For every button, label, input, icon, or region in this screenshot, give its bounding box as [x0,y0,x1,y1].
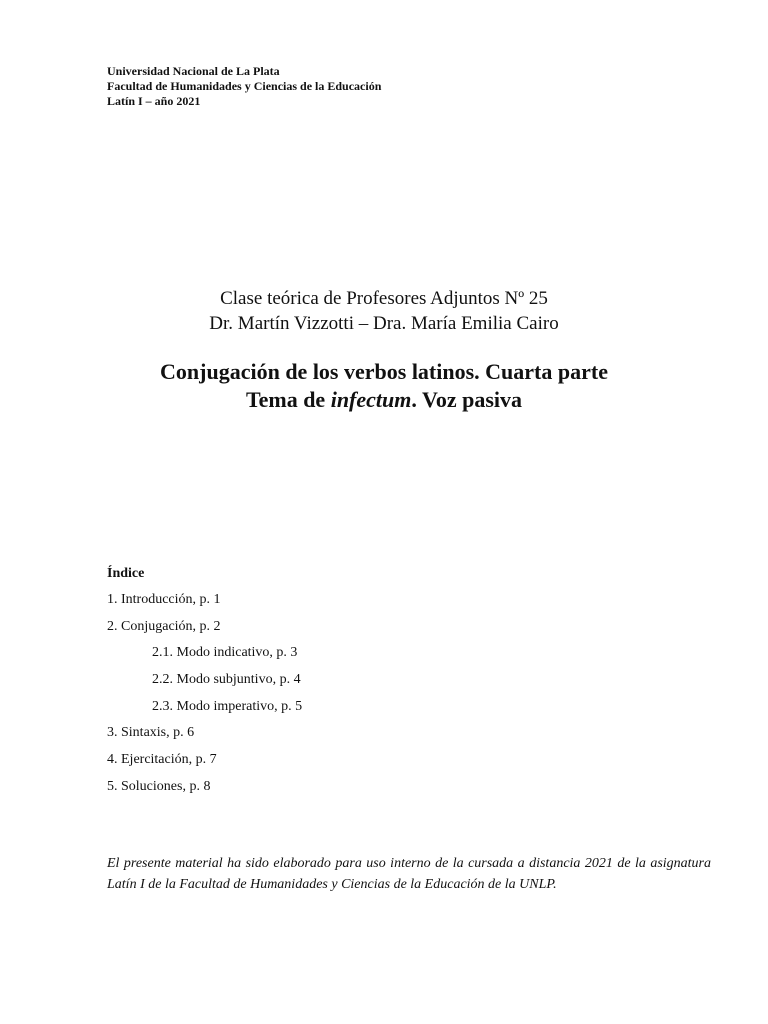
title-line-1: Conjugación de los verbos latinos. Cuarta parte [160,359,608,384]
authors: Dr. Martín Vizzotti – Dra. María Emilia Cairo [209,313,559,334]
university-name: Universidad Nacional de La Plata [107,64,280,78]
class-info [0,286,768,336]
toc-item: 2. Conjugación, p. 2 [107,618,221,634]
document-title [0,358,768,414]
title-suffix: . Voz pasiva [411,387,523,412]
index-heading: Índice [107,566,145,581]
toc-subitem: 2.1. Modo indicativo, p. 3 [152,645,298,661]
toc-subitem: 2.2. Modo subjuntivo, p. 4 [152,672,301,688]
toc-item: 1. Introducción, p. 1 [107,592,221,607]
title-prefix: Tema de [245,387,331,412]
title-italic-term: infectum [330,387,412,412]
faculty-name: Facultad de Humanidades y Ciencias de la Educación [107,79,382,93]
table-of-contents [107,591,302,805]
toc-item: 4. Ejercitación, p. 7 [107,752,217,768]
class-number: Clase teórica de Profesores Adjuntos Nº 25 [220,288,548,309]
usage-note: El presente material ha sido elaborado para uso interno de la cursada a distancia 2021 de la asignatura Latín I de la Facultad de Humanidades y Ciencias de la Educación de la UNLP. [107,856,711,892]
title-line-2 [0,386,768,414]
toc-subitem: 2.3. Modo imperativo, p. 5 [152,698,303,714]
toc-item: 3. Sintaxis, p. 6 [107,725,195,741]
toc-item: 5. Soluciones, p. 8 [107,778,211,794]
institution-header [107,64,381,109]
course-year: Latín I – año 2021 [107,94,201,108]
